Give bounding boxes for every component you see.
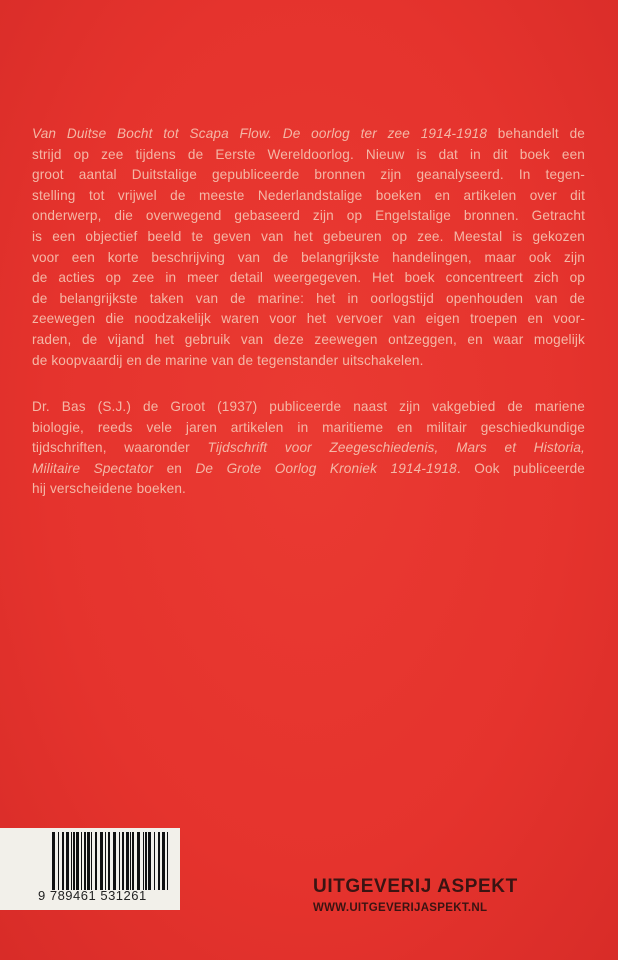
text-segment: stelling tot vrijwel de meeste Nederlandstalige boeken en artikelen over dit [32, 187, 585, 203]
publisher-url: WWW.UITGEVERIJASPEKT.NL [313, 902, 488, 914]
barcode-bar [91, 832, 92, 890]
barcode-bar [87, 832, 90, 890]
text-segment: groot aantal Duitstalige gepubliceerde bronnen zijn geanalyseerd. In tegen- [32, 167, 585, 183]
text-line [32, 418, 585, 439]
text-line [32, 165, 585, 186]
text-line [32, 397, 585, 418]
barcode-bar [81, 832, 82, 890]
italic-title-text: De Grote Oorlog Kroniek 1914-1918 [195, 460, 457, 476]
barcode-bar [119, 832, 120, 890]
barcode-bar [132, 832, 134, 890]
text-segment: is een objectief beeld te geven van het gebeuren op zee. Meestal is gekozen [32, 228, 585, 244]
barcode-bar [158, 832, 160, 890]
barcode-bar [76, 832, 79, 890]
blurb-paragraph [32, 124, 585, 371]
text-segment: raden, de vijand het gebruik van deze zeewegen ontzeggen, en waar mogelijk [32, 331, 585, 347]
barcode-bar [162, 832, 165, 890]
text-line [32, 330, 585, 351]
barcode-bar [145, 832, 147, 890]
barcode-bar [167, 832, 168, 890]
italic-title-text: Tijdschrift voor Zeegeschiedenis, Mars et Historia, [207, 440, 585, 456]
italic-title-text: Van Duitse Bocht tot Scapa Flow. De oorlog ter zee 1914-1918 [32, 126, 488, 141]
barcode [0, 828, 180, 910]
isbn-number: 9 789461 531261 [38, 888, 147, 903]
barcode-bar [143, 832, 144, 890]
barcode-bar [95, 832, 97, 890]
author-bio-paragraph [32, 397, 585, 500]
text-segment: voor een korte beschrijving van de belangrijkste handelingen, maar ook zijn [32, 249, 585, 265]
text-segment: tijdschriften, waaronder [32, 440, 208, 456]
text-line [32, 206, 585, 227]
barcode-bar [154, 832, 155, 890]
text-line [32, 479, 585, 500]
text-segment: strijd op zee tijdens de Eerste Wereldoorlog. Nieuw is dat in dit boek een [32, 146, 585, 162]
barcode-bar [108, 832, 110, 890]
text-line [32, 227, 585, 248]
text-segment: hij verscheidene boeken. [32, 481, 186, 497]
barcode-bar [73, 832, 75, 890]
barcode-bar [148, 832, 151, 890]
text-segment: de koopvaardij en de marine van de tegenstander uitschakelen. [32, 352, 424, 368]
text-segment: biologie, reeds vele jaren artikelen in maritieme en militair geschiedkundige [32, 419, 585, 435]
barcode-bar [71, 832, 72, 890]
barcode-bars [52, 832, 170, 890]
text-line [32, 268, 585, 289]
text-line [32, 289, 585, 310]
italic-title-text: Militaire Spectator [32, 460, 154, 476]
barcode-bar [52, 832, 55, 890]
barcode-bar [100, 832, 103, 890]
text-segment: behandelt de [487, 126, 585, 141]
text-segment: Dr. Bas (S.J.) de Groot (1937) publiceerde naast zijn vakgebied de mariene [32, 399, 585, 414]
barcode-bar [84, 832, 86, 890]
text-line [32, 351, 585, 372]
barcode-bar [105, 832, 106, 890]
barcode-bar [113, 832, 116, 890]
barcode-bar [66, 832, 69, 890]
text-line [32, 248, 585, 269]
text-line [32, 309, 585, 330]
barcode-bar [126, 832, 129, 890]
text-line [32, 124, 585, 145]
text-line [32, 186, 585, 207]
text-segment: de acties op zee in meer detail weergegeven. Het boek concentreert zich op [32, 270, 585, 286]
barcode-bar [58, 832, 59, 890]
barcode-bar [62, 832, 64, 890]
barcode-bar [137, 832, 140, 890]
publisher-name: UITGEVERIJ ASPEKT [313, 876, 518, 897]
text-segment: de belangrijkste taken van de marine: het in oorlogstijd openhouden van de [32, 290, 585, 306]
text-segment: onderwerp, die overwegend gebaseerd zijn op Engelstalige bronnen. Getracht [32, 208, 585, 224]
barcode-bar [130, 832, 131, 890]
text-segment: . Ook publiceerde [456, 460, 585, 476]
text-line [32, 459, 585, 480]
text-segment: en [153, 460, 196, 476]
text-segment: zeewegen die noodzakelijk waren voor het vervoer van eigen troepen en voor- [32, 311, 585, 327]
text-line [32, 438, 585, 459]
barcode-bar [122, 832, 124, 890]
text-line [32, 145, 585, 166]
